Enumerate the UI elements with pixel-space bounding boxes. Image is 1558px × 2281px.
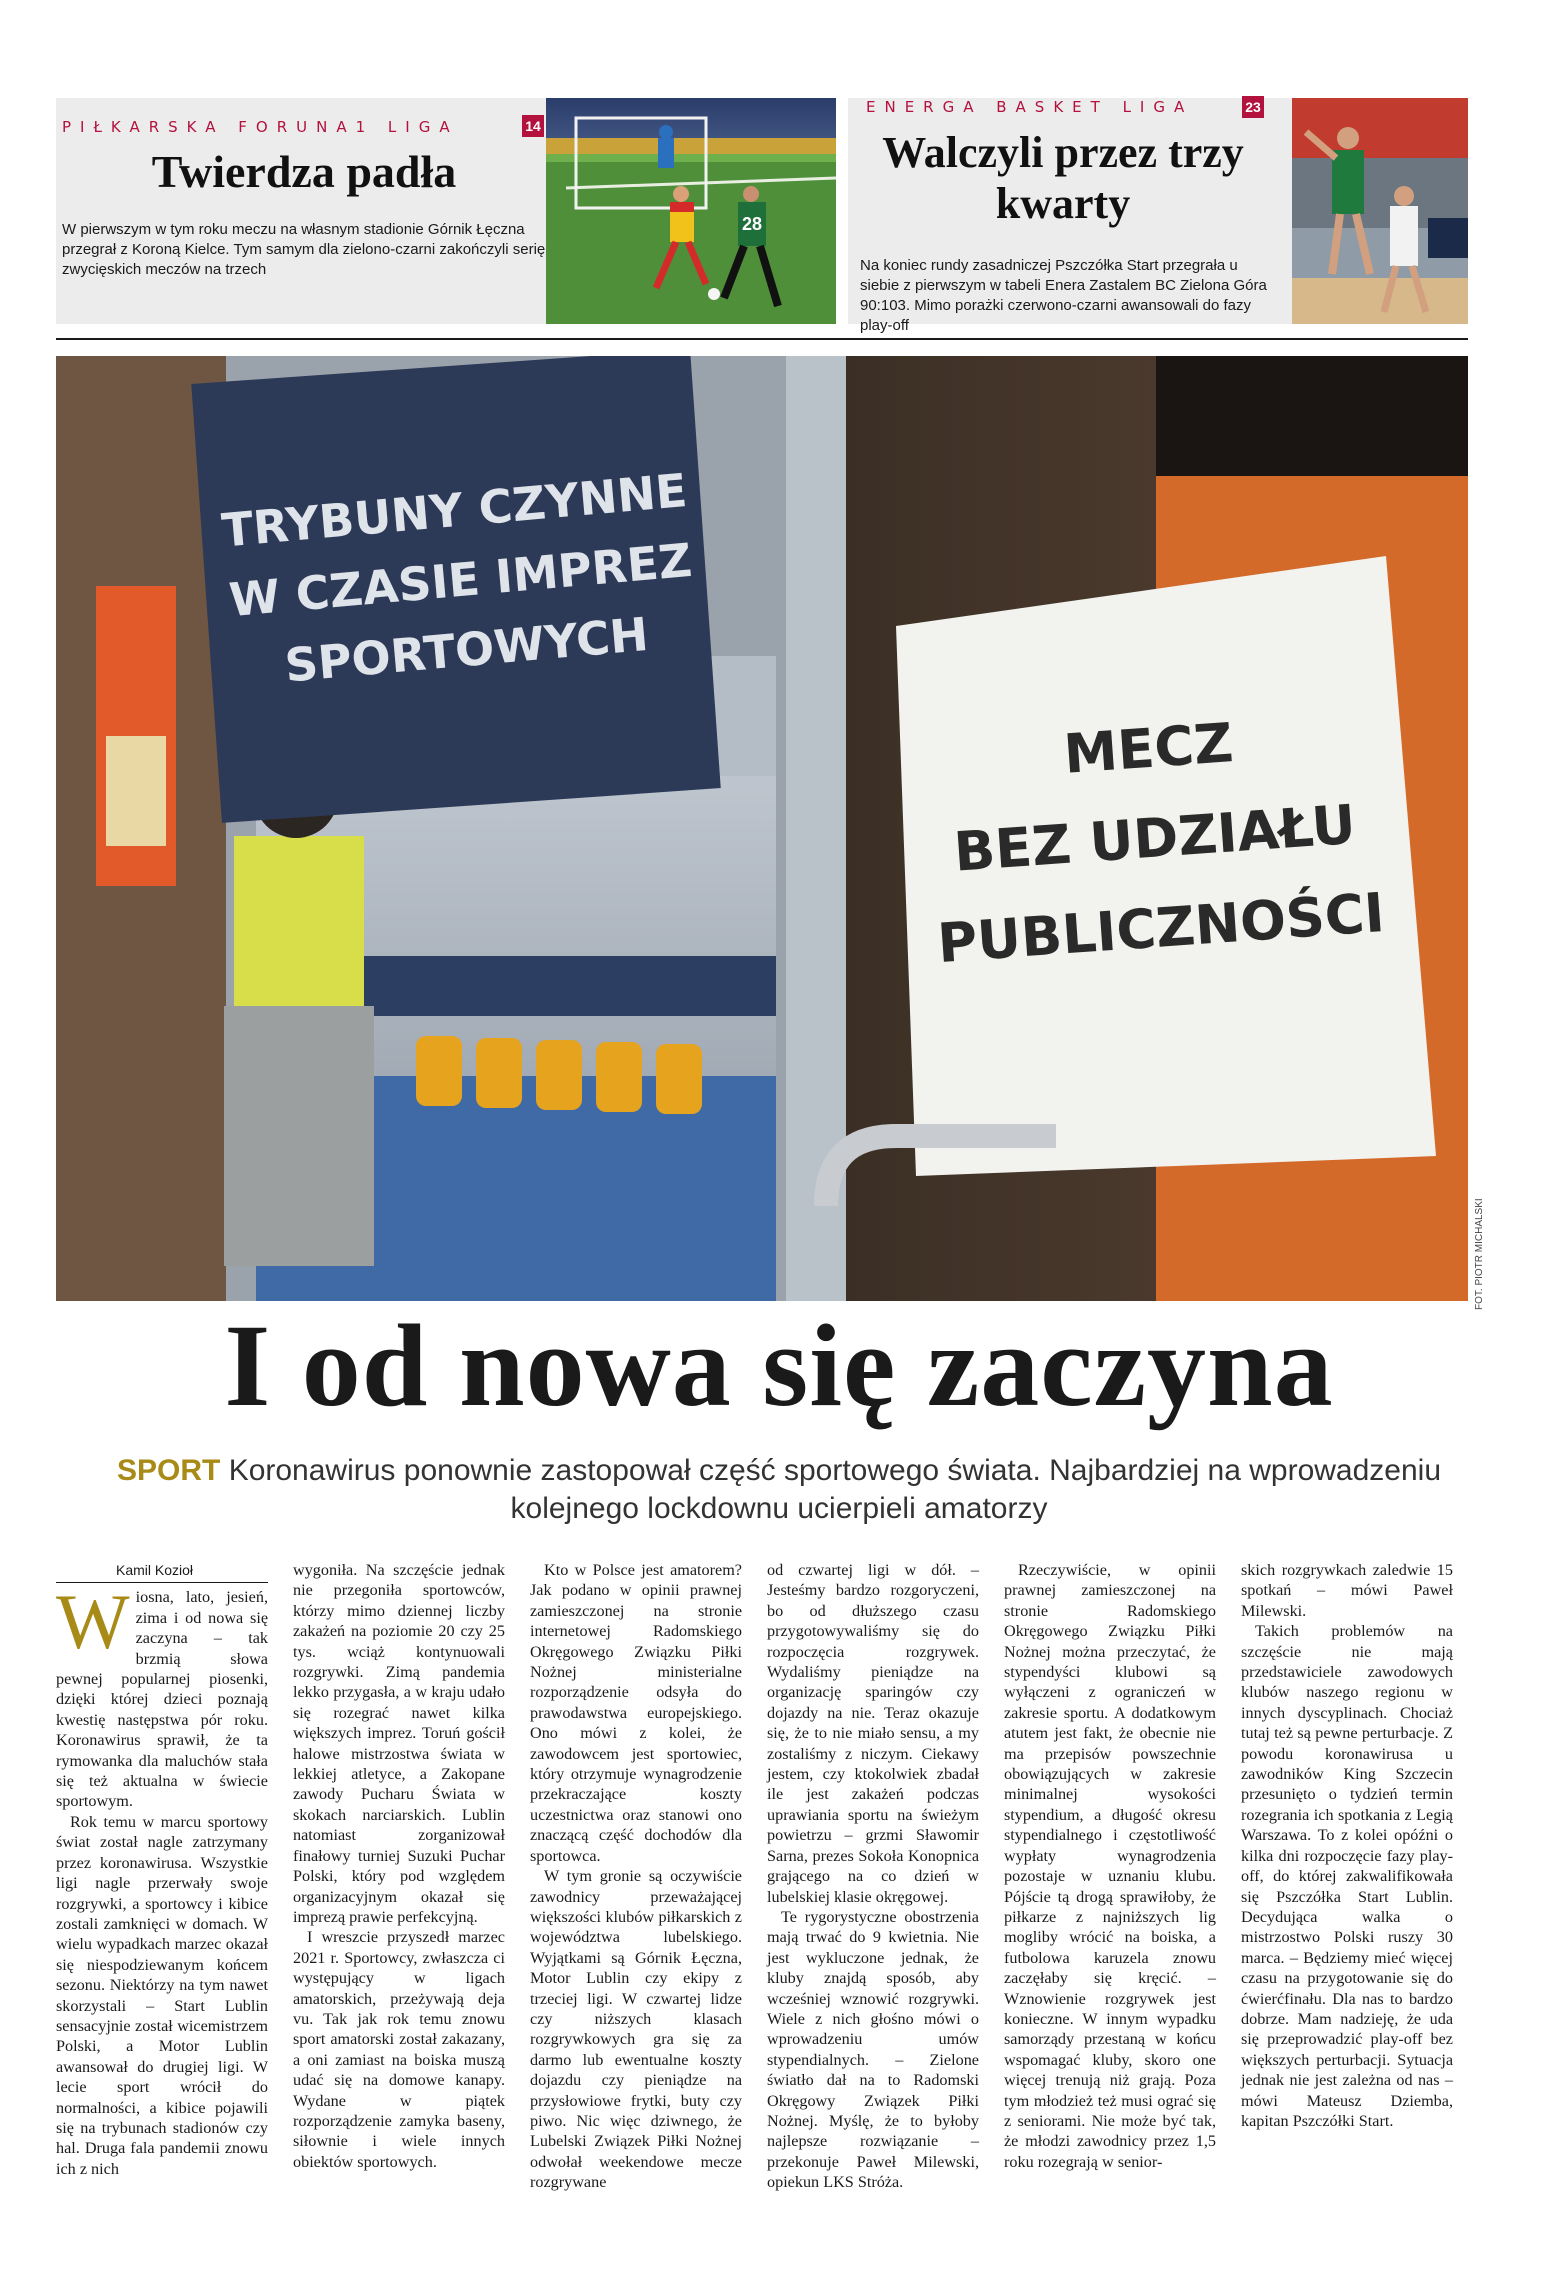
page-number-badge[interactable]: 14	[522, 115, 544, 137]
paragraph: Takich problemów na szczęście nie mają przedstawiciele zawodowych klubów naszego regionu w innych dyscyplinach. Chociaż tutaj też są pewne perturbacje. Z powodu koronawirusa u zawodników King Szczecin przesunięto o tydzień termin rozegrania ich spotkania z Legią Warszawa. To z kolei opóźni o kilka dni rozpoczęcie fazy play-off, do której zakwalifikowała się Pszczółka Start Lublin. Decydująca walka o mistrzostwo Polski ruszy 30 marca. – Będziemy mieć więcej czasu na przygotowanie się do ćwierćfinału. Dla nas to bardzo dobrze. Mam nadzieję, że uda się przeprowadzić play-off bez większych perturbacji. Sytuacja jednak nie jest zależna od nas – mówi Mateusz Dziemba, kapitan Pszczółki Start.	[1241, 1622, 1453, 2130]
paragraph: skich rozgrywkach zaledwie 15 spotkań – mówi Paweł Milewski.	[1241, 1561, 1453, 1620]
paragraph: wygoniła. Na szczęście jednak nie przegoniła sportowców, którzy mimo dziennej liczby zakażeń na poziomie 20 czy 25 tys. wciąż kontynuowali rozgrywki. Zimą pandemia lekko przygasła, a w kraju udało się rozegrać nawet kilka większych imprez. Toruń gościł halowe mistrzostwa świata w lekkiej atletyce, a Zakopane zawody Pucharu Świata w skokach narciarskich. Lublin natomiast zorganizował finałowy turniej Suzuki Puchar Polski, który pod względem organizacyjnym okazał się imprezą prawie perfekcyjną.	[293, 1561, 505, 1926]
teaser-left[interactable]	[56, 98, 836, 324]
article-column-1	[56, 1560, 268, 2179]
deck	[100, 1452, 1458, 1528]
article-column-5	[1004, 1560, 1216, 2172]
door-sign-line: SPORTOWYCH	[282, 606, 651, 693]
paragraph: I wreszcie przyszedł marzec 2021 r. Sportowcy, zwłaszcza ci występujący w ligach amatorskich, przeżywają deja vu. Tak jak rok temu znowu sport amatorski został zakazany, a oni zamiast na boiska muszą udać się na domowe kanapy. Wydane w piątek rozporządzenie zamyka baseny, siłownie i wiele innych obiektów sportowych.	[293, 1928, 505, 2171]
headline: I od nowa się zaczyna	[224, 1300, 1334, 1431]
paragraph: Rzeczywiście, w opinii prawnej zamieszczonej na stronie Radomskiego Okręgowego Związku Piłki Nożnej można przeczytać, że stypendyści klubowi są wyłączeni z ograniczeń w zakresie sportu. A dodatkowym atutem jest fakt, że obecnie nie ma przepisów powszechnie obowiązujących w zakresie minimalnej wysokości stypendium, a długość okresu stypendialnego i częstotliwość wypłaty wynagrodzenia pozostaje w uznaniu klubu. Pójście tą drogą sprawiłoby, że piłkarze z najniższych lig mogliby wrócić na boiska, a futbolowa karuzela znowu zaczęłaby się kręcić. – Wznowienie rozgrywek jest konieczne. W innym wypadku samorządy przestaną w końcu wspomagać kluby, skoro one więcej trenują niż grają. Poza tym młodzież też musi ograć się z seniorami. Nie może być tak, że młodzi zawodnicy przez 1,5 roku rozegrają w senior-	[1004, 1561, 1216, 2171]
dropcap: W	[56, 1578, 130, 1666]
section-label: SPORT	[116, 1454, 221, 1487]
door-sign-line: W CZASIE IMPREZ	[227, 532, 694, 628]
article-column-6	[1241, 1560, 1453, 2131]
section-divider	[56, 338, 1468, 340]
page-number-badge[interactable]: 23	[1242, 96, 1264, 118]
teaser-title[interactable]: Twierdza padła	[151, 146, 457, 197]
teaser-kicker: PIŁKARSKA FORUNA1 LIGA	[62, 118, 459, 136]
football-photo	[546, 98, 836, 324]
player-number: 28	[741, 214, 763, 234]
basketball-photo	[1292, 98, 1468, 324]
teaser-right[interactable]	[848, 98, 1468, 334]
teaser-kicker: ENERGA BASKET LIGA	[866, 98, 1194, 116]
paragraph: Wiosna, lato, jesień, zima i od nowa się zaczyna – tak brzmią słowa pewnej popularnej piosenki, dzięki której dzieci poznają kwestię następstwa pór roku. Koronawirus sprawił, że ta rymowanka dla maluchów stała się też aktualna w świecie sportowym.	[56, 1578, 268, 1811]
glass-sign-line: MECZ	[1061, 711, 1236, 786]
article-column-2	[293, 1560, 505, 2172]
byline: Kamil Kozioł	[56, 1560, 268, 1583]
glass-sign-line: PUBLICZNOŚCI	[935, 880, 1387, 976]
paragraph: Kto w Polsce jest amatorem? Jak podano w opinii prawnej zamieszczonej na stronie internetowej Radomskiego Okręgowego Związku Piłki Nożnej ministerialne rozporządzenie odsyła do prawodawstwa europejskiego. Ono mówi z kolei, że zawodowcem jest sportowiec, który otrzymuje wynagrodzenie przekraczające koszty uczestnictwa oraz stanowi ono znaczącą część dochodów dla sportowca.	[530, 1561, 742, 1865]
door-sign-line: TRYBUNY CZYNNE	[219, 463, 690, 558]
article-column-4	[767, 1560, 979, 2193]
article-column-3	[530, 1560, 742, 2193]
paragraph: Rok temu w marcu sportowy świat został nagle zatrzymany przez koronawirusa. Wszystkie ligi nagle przerwały swoje rozgrywki, a sportowcy i kibice zostali zamknięci w domach. W wielu wypadkach marzec okazał się niespodziewanym końcem sezonu. Niektórzy na tym nawet skorzystali – Start Lublin sensacyjnie został wicemistrzem Polski, a Motor Lublin awansował do drugiej ligi. W lecie sport wrócił do normalności, a kibice pojawili się na trybunach stadionów czy hal. Druga fala pandemii znowu ich z nich	[56, 1812, 268, 2178]
deck-text: Koronawirus ponownie zastopował część sportowego świata. Najbardziej na wprowadzeniu kolejnego lockdownu ucierpieli amatorzy	[228, 1454, 1442, 1525]
teaser-title[interactable]: Walczyli przez trzy kwarty	[882, 128, 1244, 228]
paragraph: W tym gronie są oczywiście zawodnicy przeważającej większości klubów piłkarskich z województwa lubelskiego. Wyjątkami są Górnik Łęczna, Motor Lublin czy ekipy z trzeciej ligi. W czwartej lidze czy niższych klasach rozgrywkowych gra się za darmo lub ewentualne koszty dojazdu czy pieniądze na przysłowiowe frytki, buty czy piwo. Nic więc dziwnego, że Lubelski Związek Piłki Nożnej odwołał weekendowe mecze rozgrywane	[530, 1867, 742, 2192]
main-photo	[56, 356, 1468, 1301]
paragraph: od czwartej ligi w dół. – Jesteśmy bardzo rozgoryczeni, bo od dłuższego czasu przygotowywaliśmy się do rozpoczęcia rozgrywek. Wydaliśmy pieniądze na organizację sparingów czy dojazdy na nie. Teraz okazuje się, że to nie miało sensu, a my zostaliśmy z niczym. Ciekawy jestem, czy ktokolwiek zbadał ile jest zakażeń podczas uprawiania sportu na świeżym powietrzu – grzmi Sławomir Sarna, prezes Sokoła Konopnica grającego na co dzień w lubelskiej klasie okręgowej.	[767, 1561, 979, 1906]
photo-credit: FOT. PIOTR MICHALSKI	[1474, 1198, 1485, 1310]
teaser-text: W pierwszym w tym roku meczu na własnym stadionie Górnik Łęczna przegrał z Koroną Kielce. Tym samym dla zielono-czarni zakończyli serię zwycięskich meczów na trzech	[62, 221, 546, 278]
glass-sign-line: BEZ UDZIAŁU	[951, 792, 1358, 884]
paragraph: Te rygorystyczne obostrzenia mają trwać do 9 kwietnia. Nie jest wykluczone jednak, że kluby znajdą sposób, aby wcześniej wznowić rozgrywki. Wiele z nich głośno mówi o wprowadzeniu umów stypendialnych. – Zielone światło dał na to Radomski Okręgowy Związek Piłki Nożnej. Myślę, że to byłoby najlepsze rozwiązanie – przekonuje Paweł Milewski, opiekun LKS Stróża.	[767, 1907, 979, 2192]
teaser-text: Na koniec rundy zasadniczej Pszczółka Start przegrała u siebie z pierwszym w tabeli Enera Zastalem BC Zielona Góra 90:103. Mimo porażki czerwono-czarni awansowali do fazy play-off	[860, 257, 1267, 334]
